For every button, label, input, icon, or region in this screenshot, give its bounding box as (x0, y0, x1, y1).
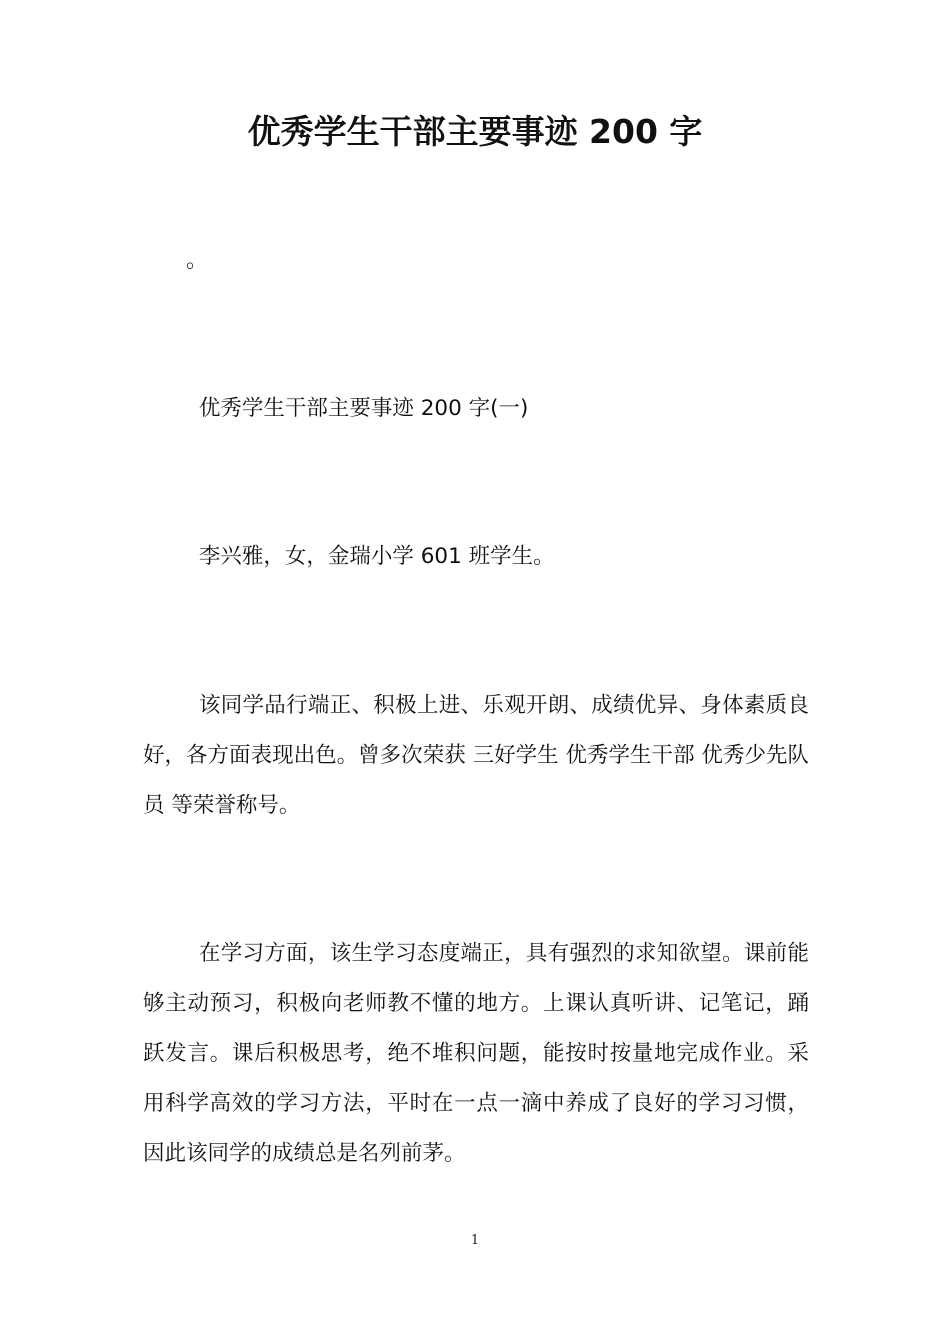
body-paragraph-study: 在学习方面，该生学习态度端正，具有强烈的求知欲望。课前能够主动预习，积极向老师教不懂的地方。上课认真听讲、记笔记，踊跃发言。课后积极思考，绝不堆积问题，能按时按量地完成作业。采用科学高效的学习方法，平时在一点一滴中养成了良好的学习习惯，因此该同学的成绩总是名列前茅。 (143, 941, 809, 1166)
page-number: 1 (470, 1233, 480, 1248)
body-paragraph-conduct: 该同学品行端正、积极上进、乐观开朗、成绩优异、身体素质良好，各方面表现出色。曾多次荣获 三好学生 优秀学生干部 优秀少先队员 等荣誉称号。 (143, 693, 809, 818)
stray-punctuation: 。 (186, 248, 209, 273)
intro-paragraph: 李兴雅，女，金瑞小学 601 班学生。 (198, 544, 555, 569)
document-title: 优秀学生干部主要事迹 200 字 (247, 112, 703, 151)
section-heading: 优秀学生干部主要事迹 200 字(一) (198, 396, 529, 421)
